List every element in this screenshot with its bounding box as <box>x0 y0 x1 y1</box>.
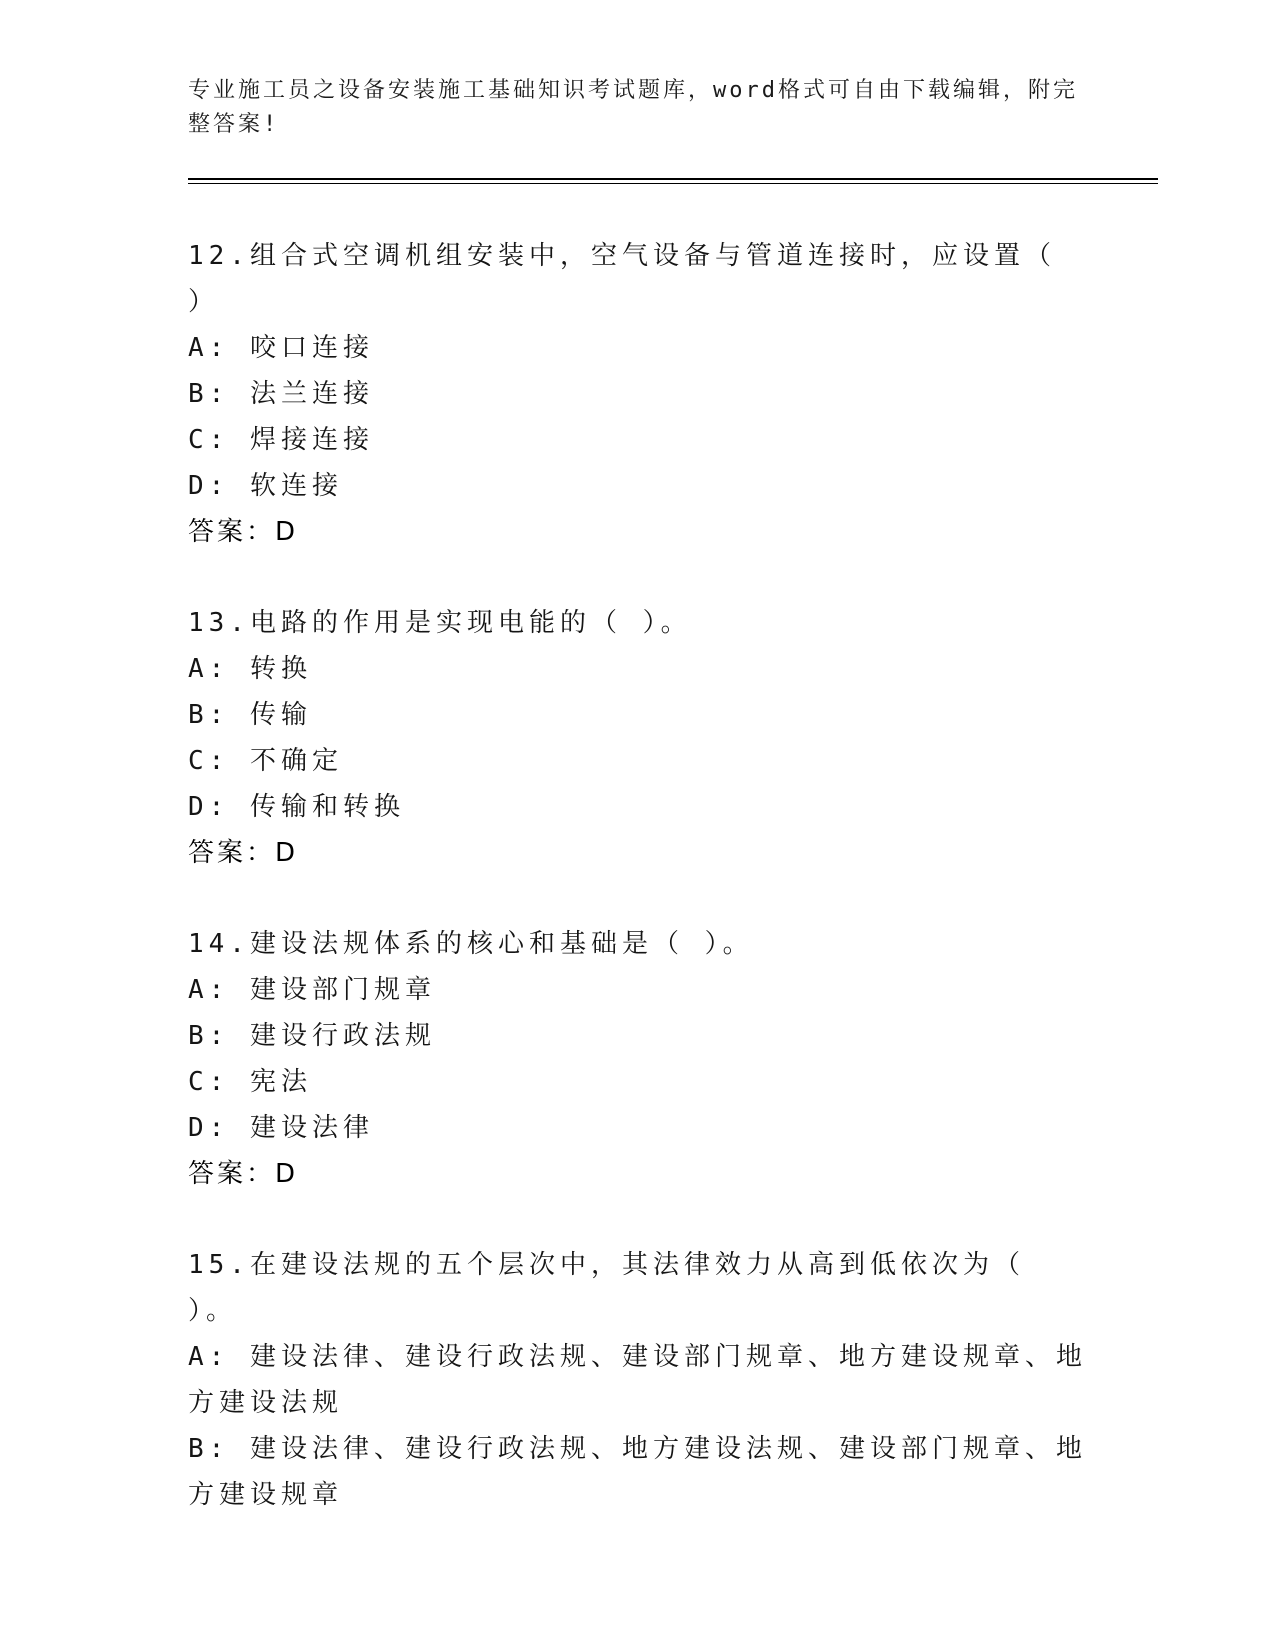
question-stem: 15.在建设法规的五个层次中，其法律效力从高到低依次为（ ）。 <box>188 1250 1046 1326</box>
question-15 <box>188 1242 1088 1518</box>
question-14 <box>188 921 1088 1197</box>
answer-text: 答案：D <box>188 517 299 547</box>
option-d: D: 建设法律 <box>188 1113 374 1143</box>
header-rule-thick <box>188 178 1158 180</box>
question-12 <box>188 233 1088 555</box>
question-list <box>188 233 1088 1563</box>
option-a: A: 建设法律、建设行政法规、建设部门规章、地方建设规章、地方建设法规 <box>188 1342 1087 1418</box>
option-c: C: 不确定 <box>188 746 343 776</box>
option-b: B: 建设行政法规 <box>188 1021 436 1051</box>
option-b: B: 法兰连接 <box>188 379 374 409</box>
question-stem: 12.组合式空调机组安装中，空气设备与管道连接时，应设置（ ） <box>188 241 1077 317</box>
option-a: A: 转换 <box>188 654 312 684</box>
answer-text: 答案：D <box>188 838 299 868</box>
option-c: C: 宪法 <box>188 1067 312 1097</box>
option-a: A: 建设部门规章 <box>188 975 436 1005</box>
header-rule-thin <box>188 183 1158 184</box>
option-d: D: 传输和转换 <box>188 792 405 822</box>
option-b: B: 建设法律、建设行政法规、地方建设法规、建设部门规章、地方建设规章 <box>188 1434 1087 1510</box>
option-c: C: 焊接连接 <box>188 425 374 455</box>
question-stem: 13.电路的作用是实现电能的（ ）。 <box>188 608 692 638</box>
document-header: 专业施工员之设备安装施工基础知识考试题库，word格式可自由下载编辑，附完整答案! <box>188 78 1078 137</box>
option-b: B: 传输 <box>188 700 312 730</box>
option-d: D: 软连接 <box>188 471 343 501</box>
question-13 <box>188 600 1088 876</box>
answer-text: 答案：D <box>188 1159 299 1189</box>
option-a: A: 咬口连接 <box>188 333 374 363</box>
question-stem: 14.建设法规体系的核心和基础是（ ）。 <box>188 929 754 959</box>
